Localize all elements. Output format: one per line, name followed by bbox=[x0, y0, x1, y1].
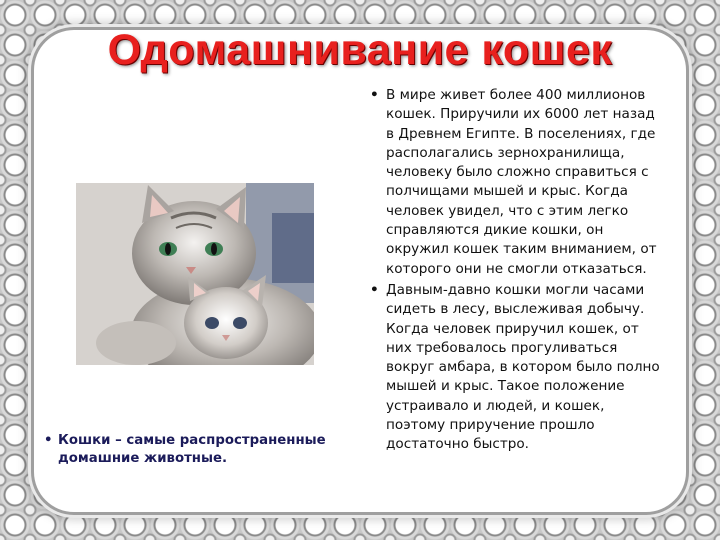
bullet-icon: • bbox=[370, 281, 379, 298]
left-bullet-item bbox=[44, 432, 344, 468]
left-bullet-text bbox=[58, 432, 344, 468]
right-bullet-item-2 bbox=[370, 281, 662, 455]
bullet-icon: • bbox=[370, 87, 379, 103]
cat-and-kitten-image bbox=[76, 183, 314, 365]
right-bullet-text-1: В мире живет более 400 миллионов кошек. Приручили их 6000 лет назад в Древнем Египте. В поселениях, где располагались зернохранилища, человеку было сложно справиться с полчищами мышей и крыс. Когда человек увидел, что с этим легко справляются дикие кошки, он окружил кошек таким вниманием, от которого они не смогли отказаться. bbox=[386, 87, 657, 277]
left-bullet-list bbox=[44, 432, 344, 468]
right-bullet-list bbox=[370, 86, 662, 457]
slide-title: Одомашнивание кошек bbox=[107, 26, 613, 74]
left-bullet-bold: Кошки bbox=[58, 433, 111, 448]
left-bullet-rest: – самые распространенные домашние животные. bbox=[58, 433, 326, 466]
right-bullet-text-2: Давным-давно кошки могли часами сидеть в лесу, выслеживая добычу. Когда человек приручил кошек, от них требовалось прогуливаться вокруг амбара, в котором было полно мышей и крыс. Такое положение устраивало и людей, и кошек, поэтому приручение прошло достаточно быстро. bbox=[386, 281, 660, 453]
cat-photo bbox=[76, 183, 314, 365]
bullet-icon: • bbox=[44, 433, 53, 448]
right-bullet-item-1 bbox=[370, 86, 662, 279]
